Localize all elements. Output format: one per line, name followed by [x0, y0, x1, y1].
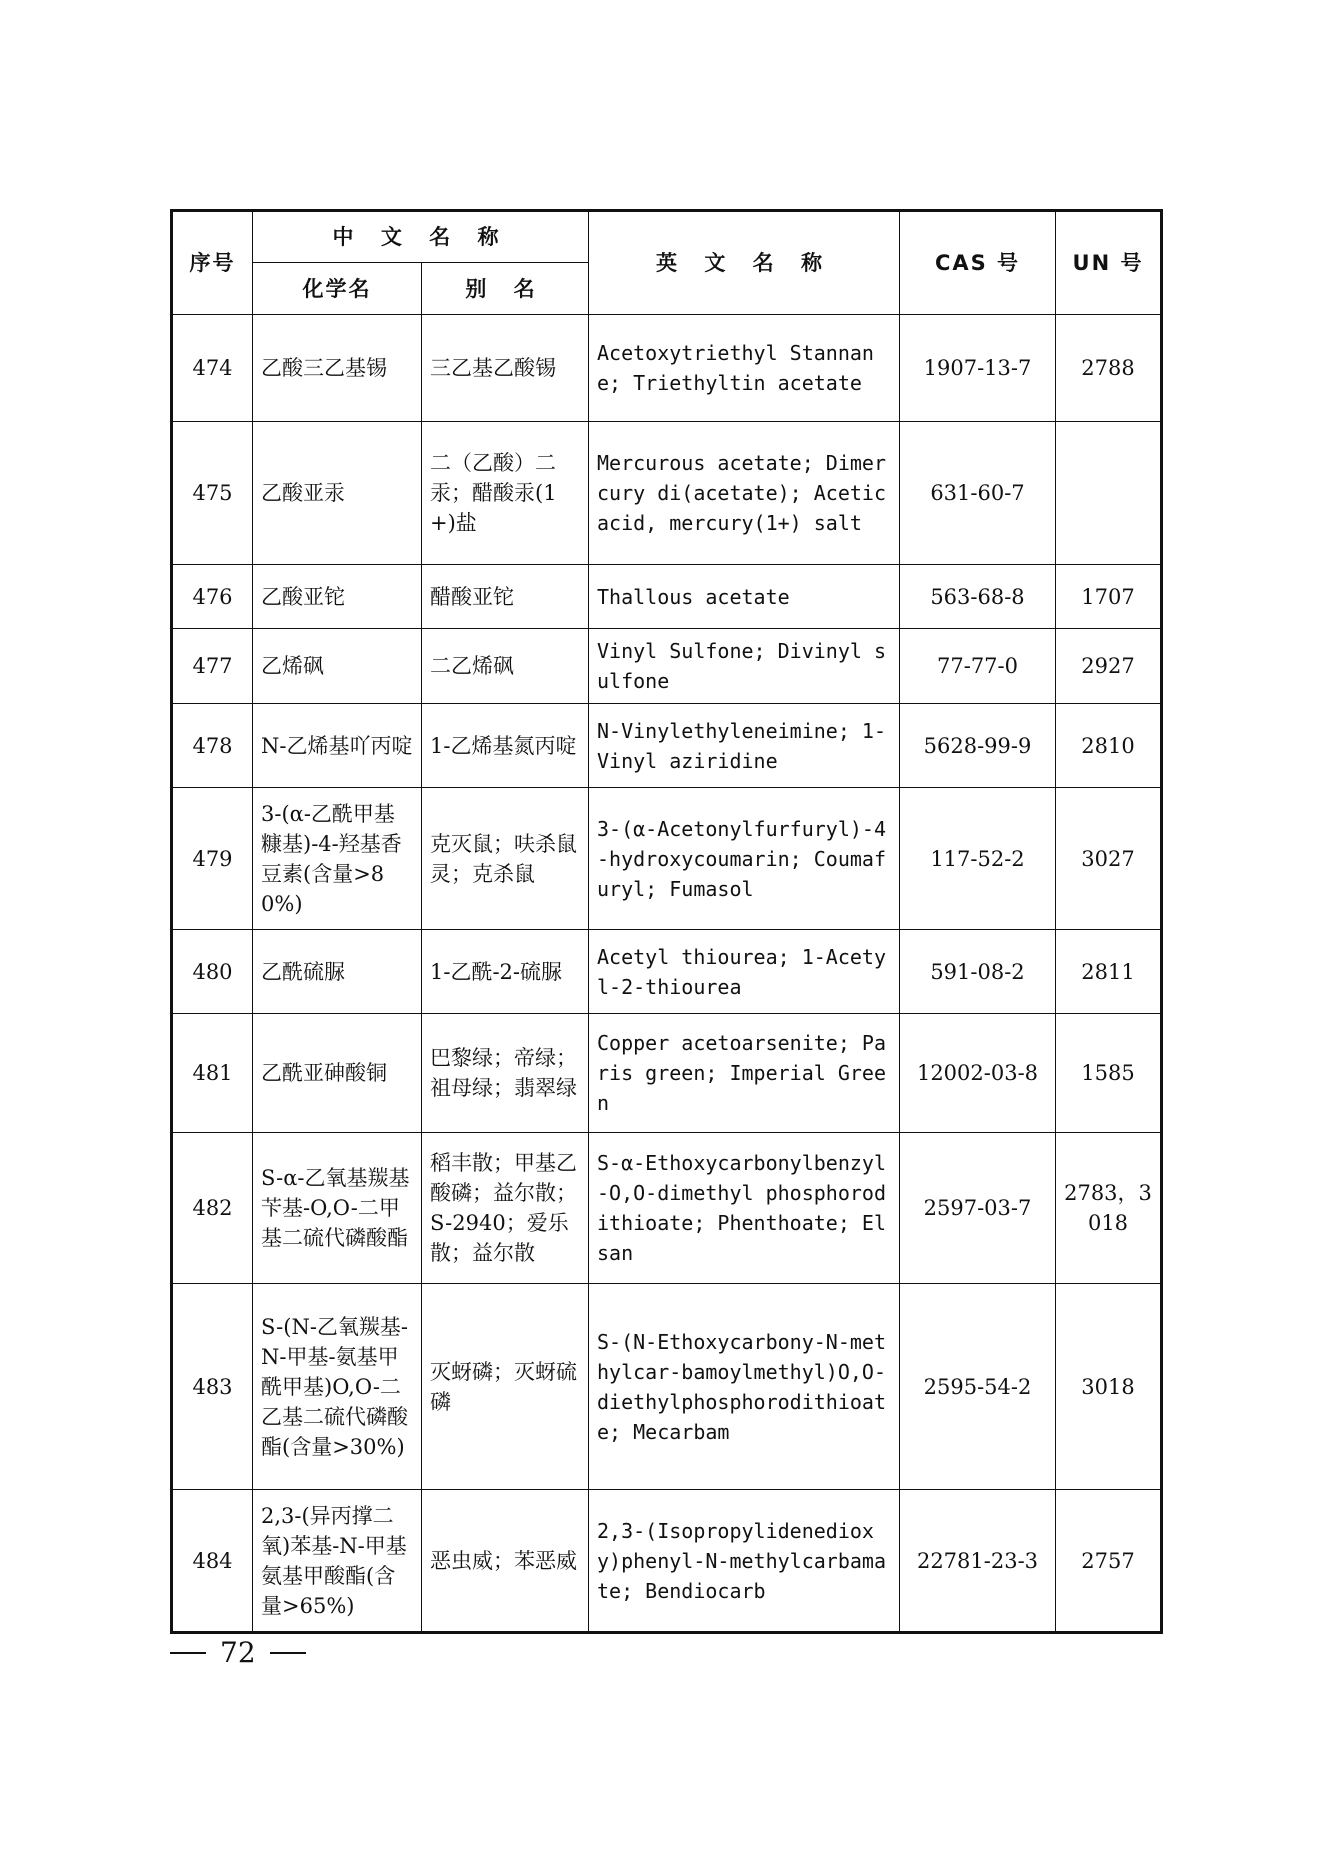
- cell-english-name: N-Vinylethyleneimine; 1-Vinyl aziridine: [589, 704, 900, 788]
- header-alias: 别 名: [422, 263, 589, 315]
- cell-alias: 恶虫威；苯恶威: [422, 1490, 589, 1633]
- table-row: [172, 629, 1162, 704]
- cell-cas: 2595-54-2: [900, 1284, 1056, 1490]
- cell-num: 477: [172, 629, 253, 704]
- cell-cas: 631-60-7: [900, 422, 1056, 565]
- cell-num: 481: [172, 1014, 253, 1133]
- cell-num: 484: [172, 1490, 253, 1633]
- cell-chemical-name: 3-(α-乙酰甲基糠基)-4-羟基香豆素(含量>80%): [253, 788, 422, 930]
- cell-num: 476: [172, 565, 253, 629]
- cell-num: 482: [172, 1133, 253, 1284]
- table-row: [172, 565, 1162, 629]
- cell-un: 3027: [1056, 788, 1162, 930]
- cell-chemical-name: N-乙烯基吖丙啶: [253, 704, 422, 788]
- cell-cas: 563-68-8: [900, 565, 1056, 629]
- cell-un: [1056, 422, 1162, 565]
- cell-alias: 灭蚜磷；灭蚜硫磷: [422, 1284, 589, 1490]
- cell-chemical-name: 乙酰亚砷酸铜: [253, 1014, 422, 1133]
- cell-english-name: Copper acetoarsenite; Paris green; Imperial Green: [589, 1014, 900, 1133]
- header-un: UN 号: [1056, 211, 1162, 315]
- cell-cas: 117-52-2: [900, 788, 1056, 930]
- cell-cas: 5628-99-9: [900, 704, 1056, 788]
- cell-un: 3018: [1056, 1284, 1162, 1490]
- cell-cas: 12002-03-8: [900, 1014, 1056, 1133]
- cell-cas: 1907-13-7: [900, 315, 1056, 422]
- header-num: 序号: [172, 211, 253, 315]
- cell-cas: 77-77-0: [900, 629, 1056, 704]
- table-row: [172, 788, 1162, 930]
- cell-english-name: Acetyl thiourea; 1-Acetyl-2-thiourea: [589, 930, 900, 1014]
- table-header: [172, 211, 1162, 315]
- cell-english-name: Acetoxytriethyl Stannane; Triethyltin acetate: [589, 315, 900, 422]
- page-number: 72: [220, 1636, 256, 1669]
- cell-num: 474: [172, 315, 253, 422]
- footer-dash-right: [270, 1652, 306, 1654]
- cell-alias: 醋酸亚铊: [422, 565, 589, 629]
- table-row: [172, 1014, 1162, 1133]
- cell-chemical-name: S-α-乙氧基羰基苄基-O,O-二甲基二硫代磷酸酯: [253, 1133, 422, 1284]
- cell-num: 479: [172, 788, 253, 930]
- cell-alias: 1-乙酰-2-硫脲: [422, 930, 589, 1014]
- cell-cas: 591-08-2: [900, 930, 1056, 1014]
- cell-english-name: Thallous acetate: [589, 565, 900, 629]
- cell-english-name: S-(N-Ethoxycarbony-N-methylcar-bamoylmethyl)O,O-diethylphosphorodithioate; Mecarbam: [589, 1284, 900, 1490]
- cell-num: 483: [172, 1284, 253, 1490]
- table-body: [172, 315, 1162, 1633]
- cell-un: 2788: [1056, 315, 1162, 422]
- cell-alias: 稻丰散；甲基乙酸磷；益尔散；S-2940；爱乐散；益尔散: [422, 1133, 589, 1284]
- cell-alias: 巴黎绿；帝绿；祖母绿；翡翠绿: [422, 1014, 589, 1133]
- cell-chemical-name: 2,3-(异丙撑二氧)苯基-N-甲基氨基甲酸酯(含量>65%): [253, 1490, 422, 1633]
- cell-un: 2757: [1056, 1490, 1162, 1633]
- header-chemical-name: 化学名: [253, 263, 422, 315]
- table-row: [172, 1490, 1162, 1633]
- table-row: [172, 422, 1162, 565]
- page-footer: [170, 1636, 306, 1669]
- cell-un: 1707: [1056, 565, 1162, 629]
- cell-alias: 三乙基乙酸锡: [422, 315, 589, 422]
- cell-num: 478: [172, 704, 253, 788]
- table-row: [172, 1133, 1162, 1284]
- cell-english-name: 2,3-(Isopropylidenedioxy)phenyl-N-methylcarbamate; Bendiocarb: [589, 1490, 900, 1633]
- cell-un: 2810: [1056, 704, 1162, 788]
- table-row: [172, 1284, 1162, 1490]
- cell-chemical-name: 乙烯砜: [253, 629, 422, 704]
- cell-cas: 22781-23-3: [900, 1490, 1056, 1633]
- cell-chemical-name: 乙酸亚铊: [253, 565, 422, 629]
- header-chinese-name: 中 文 名 称: [253, 211, 589, 263]
- cell-chemical-name: 乙酰硫脲: [253, 930, 422, 1014]
- footer-dash-left: [170, 1652, 206, 1654]
- header-cas: CAS 号: [900, 211, 1056, 315]
- table-row: [172, 930, 1162, 1014]
- cell-english-name: Mercurous acetate; Dimercury di(acetate); Acetic acid, mercury(1+) salt: [589, 422, 900, 565]
- table-row: [172, 704, 1162, 788]
- cell-alias: 二（乙酸）二汞；醋酸汞(1+)盐: [422, 422, 589, 565]
- cell-english-name: S-α-Ethoxycarbonylbenzyl-O,O-dimethyl phosphorodithioate; Phenthoate; Elsan: [589, 1133, 900, 1284]
- cell-un: 2927: [1056, 629, 1162, 704]
- cell-alias: 克灭鼠；呋杀鼠灵；克杀鼠: [422, 788, 589, 930]
- header-english-name: 英 文 名 称: [589, 211, 900, 315]
- header-row-top: [172, 211, 1162, 263]
- cell-alias: 二乙烯砜: [422, 629, 589, 704]
- cell-num: 480: [172, 930, 253, 1014]
- cell-alias: 1-乙烯基氮丙啶: [422, 704, 589, 788]
- chemical-table: [170, 209, 1163, 1634]
- cell-cas: 2597-03-7: [900, 1133, 1056, 1284]
- cell-chemical-name: S-(N-乙氧羰基-N-甲基-氨基甲酰甲基)O,O-二乙基二硫代磷酸酯(含量>30%): [253, 1284, 422, 1490]
- table-row: [172, 315, 1162, 422]
- cell-un: 2811: [1056, 930, 1162, 1014]
- cell-english-name: 3-(α-Acetonylfurfuryl)-4-hydroxycoumarin; Coumafuryl; Fumasol: [589, 788, 900, 930]
- cell-english-name: Vinyl Sulfone; Divinyl sulfone: [589, 629, 900, 704]
- cell-un: 1585: [1056, 1014, 1162, 1133]
- cell-un: 2783，3018: [1056, 1133, 1162, 1284]
- cell-chemical-name: 乙酸三乙基锡: [253, 315, 422, 422]
- cell-num: 475: [172, 422, 253, 565]
- cell-chemical-name: 乙酸亚汞: [253, 422, 422, 565]
